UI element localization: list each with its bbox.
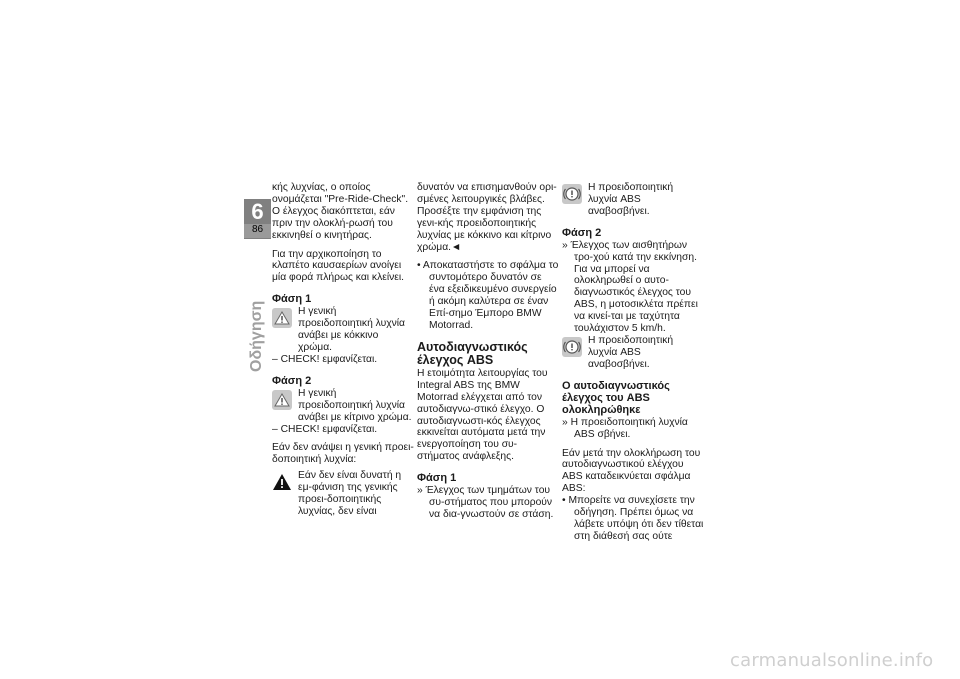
check-line: – CHECK! εμφανίζεται. [272,423,378,435]
heading-phase-2: Φάση 2 [272,374,312,387]
check-line: – CHECK! εμφανίζεται. [272,353,378,365]
column-3 [562,182,704,543]
step-item: » Έλεγχος των αισθητήρων τρο-χού κατά την εκκίνηση. Για να μπορεί να ολοκληρωθεί ο αυτο-διαγνωστικός έλεγχος του ABS, η μοτοσικλέτα πρέπει να κινεί-ται με ταχύτητα τουλάχιστον 5 km/h. [562,239,698,335]
indicator-text: Η γενική προειδοποιητική λυχνία ανάβει με κόκκινο χρώμα. [298,306,405,353]
page-number: 86 [244,224,271,238]
column-2 [417,182,559,521]
bullet-item: • Μπορείτε να συνεχίσετε την οδήγηση. Πρέπει όμως να λάβετε υπόψη ότι δεν τίθεται στη διάθεσή σας ούτε [562,495,704,542]
column-1 [272,182,414,518]
abs-warning-light-icon [562,337,582,357]
indicator-text: Η προειδοποιητική λυχνία ABS αναβοσβήνει. [588,334,674,370]
watermark: carmanualsonline.info [730,650,934,671]
indicator-row [272,388,414,424]
indicator-row [562,335,704,371]
chapter-tab [244,199,271,239]
paragraph: δυνατόν να επισημανθούν ορι-σμένες λειτουργικές βλάβες. Προσέξτε την εμφάνιση της γενι-κής προειδοποιητικής λυχνίας με κόκκινο και κίτρινο χρώμα.◄ [417,182,557,253]
paragraph: Για την αρχικοποίηση το κλαπέτο καυσαερίων ανοίγει μία φορά πλήρως και κλείνει. [272,248,404,284]
warning-text: Εάν δεν είναι δυνατή η εμ-φάνιση της γενικής προει-δοποιητικής λυχνίας, δεν είναι [298,470,402,517]
step-item: » Η προειδοποιητική λυχνία ABS σβήνει. [562,416,688,440]
step-item: » Έλεγχος των τμημάτων του συ-στήματος που μπορούν να δια-γνωστούν σε στάση. [417,485,554,520]
warning-block [272,470,414,518]
heading-abs-self-test: Αυτοδιαγνωστικός έλεγχος ABS [417,339,528,367]
heading-phase-1: Φάση 1 [417,472,457,485]
indicator-text: Η προειδοποιητική λυχνία ABS αναβοσβήνει. [588,182,674,217]
paragraph: Η ετοιμότητα λειτουργίας του Integral ABS της BMW Motorrad ελέγχεται από τον αυτοδιαγνω-στικό έλεγχο. Ο αυτοδιαγνωστι-κός έλεγχος εκκινείται αυτόματα μετά την ενεργοποίηση του συ-στήματος ανάφλεξης. [417,367,548,463]
heading-phase-1: Φάση 1 [272,293,312,306]
paragraph: Εάν μετά την ολοκλήρωση του αυτοδιαγνωστικού ελέγχου ABS καταδεικνύεται σφάλμα ABS: [562,447,701,495]
warning-light-icon [272,308,292,328]
warning-light-icon [272,390,292,410]
caution-triangle-icon [272,472,292,492]
indicator-row [272,306,414,354]
heading-self-test-complete: Ο αυτοδιαγνωστικός έλεγχος του ABS ολοκληρώθηκε [562,379,670,416]
chapter-number: 6 [251,199,264,224]
indicator-row [562,182,704,218]
bullet-item: • Αποκαταστήστε το σφάλμα το συντομότερο δυνατόν σε ένα εξειδικευμένο συνεργείο ή ακόμη καλύτερα σε έναν Επί-σημο Έμπορο BMW Motorrad. [417,260,559,331]
paragraph: κής λυχνίας, ο οποίος ονομάζεται "Pre-Ride-Check". Ο έλεγχος διακόπτεται, εάν πριν την ολοκλή-ρωσή του εκκινηθεί ο κινητήρας. [272,182,409,241]
section-title: Οδήγηση [248,300,265,372]
paragraph: Εάν δεν ανάψει η γενική προει-δοποιητική λυχνία: [272,442,414,466]
indicator-text: Η γενική προειδοποιητική λυχνία ανάβει με κίτρινο χρώμα. [298,387,412,423]
heading-phase-2: Φάση 2 [562,226,602,239]
abs-warning-light-icon [562,184,582,204]
